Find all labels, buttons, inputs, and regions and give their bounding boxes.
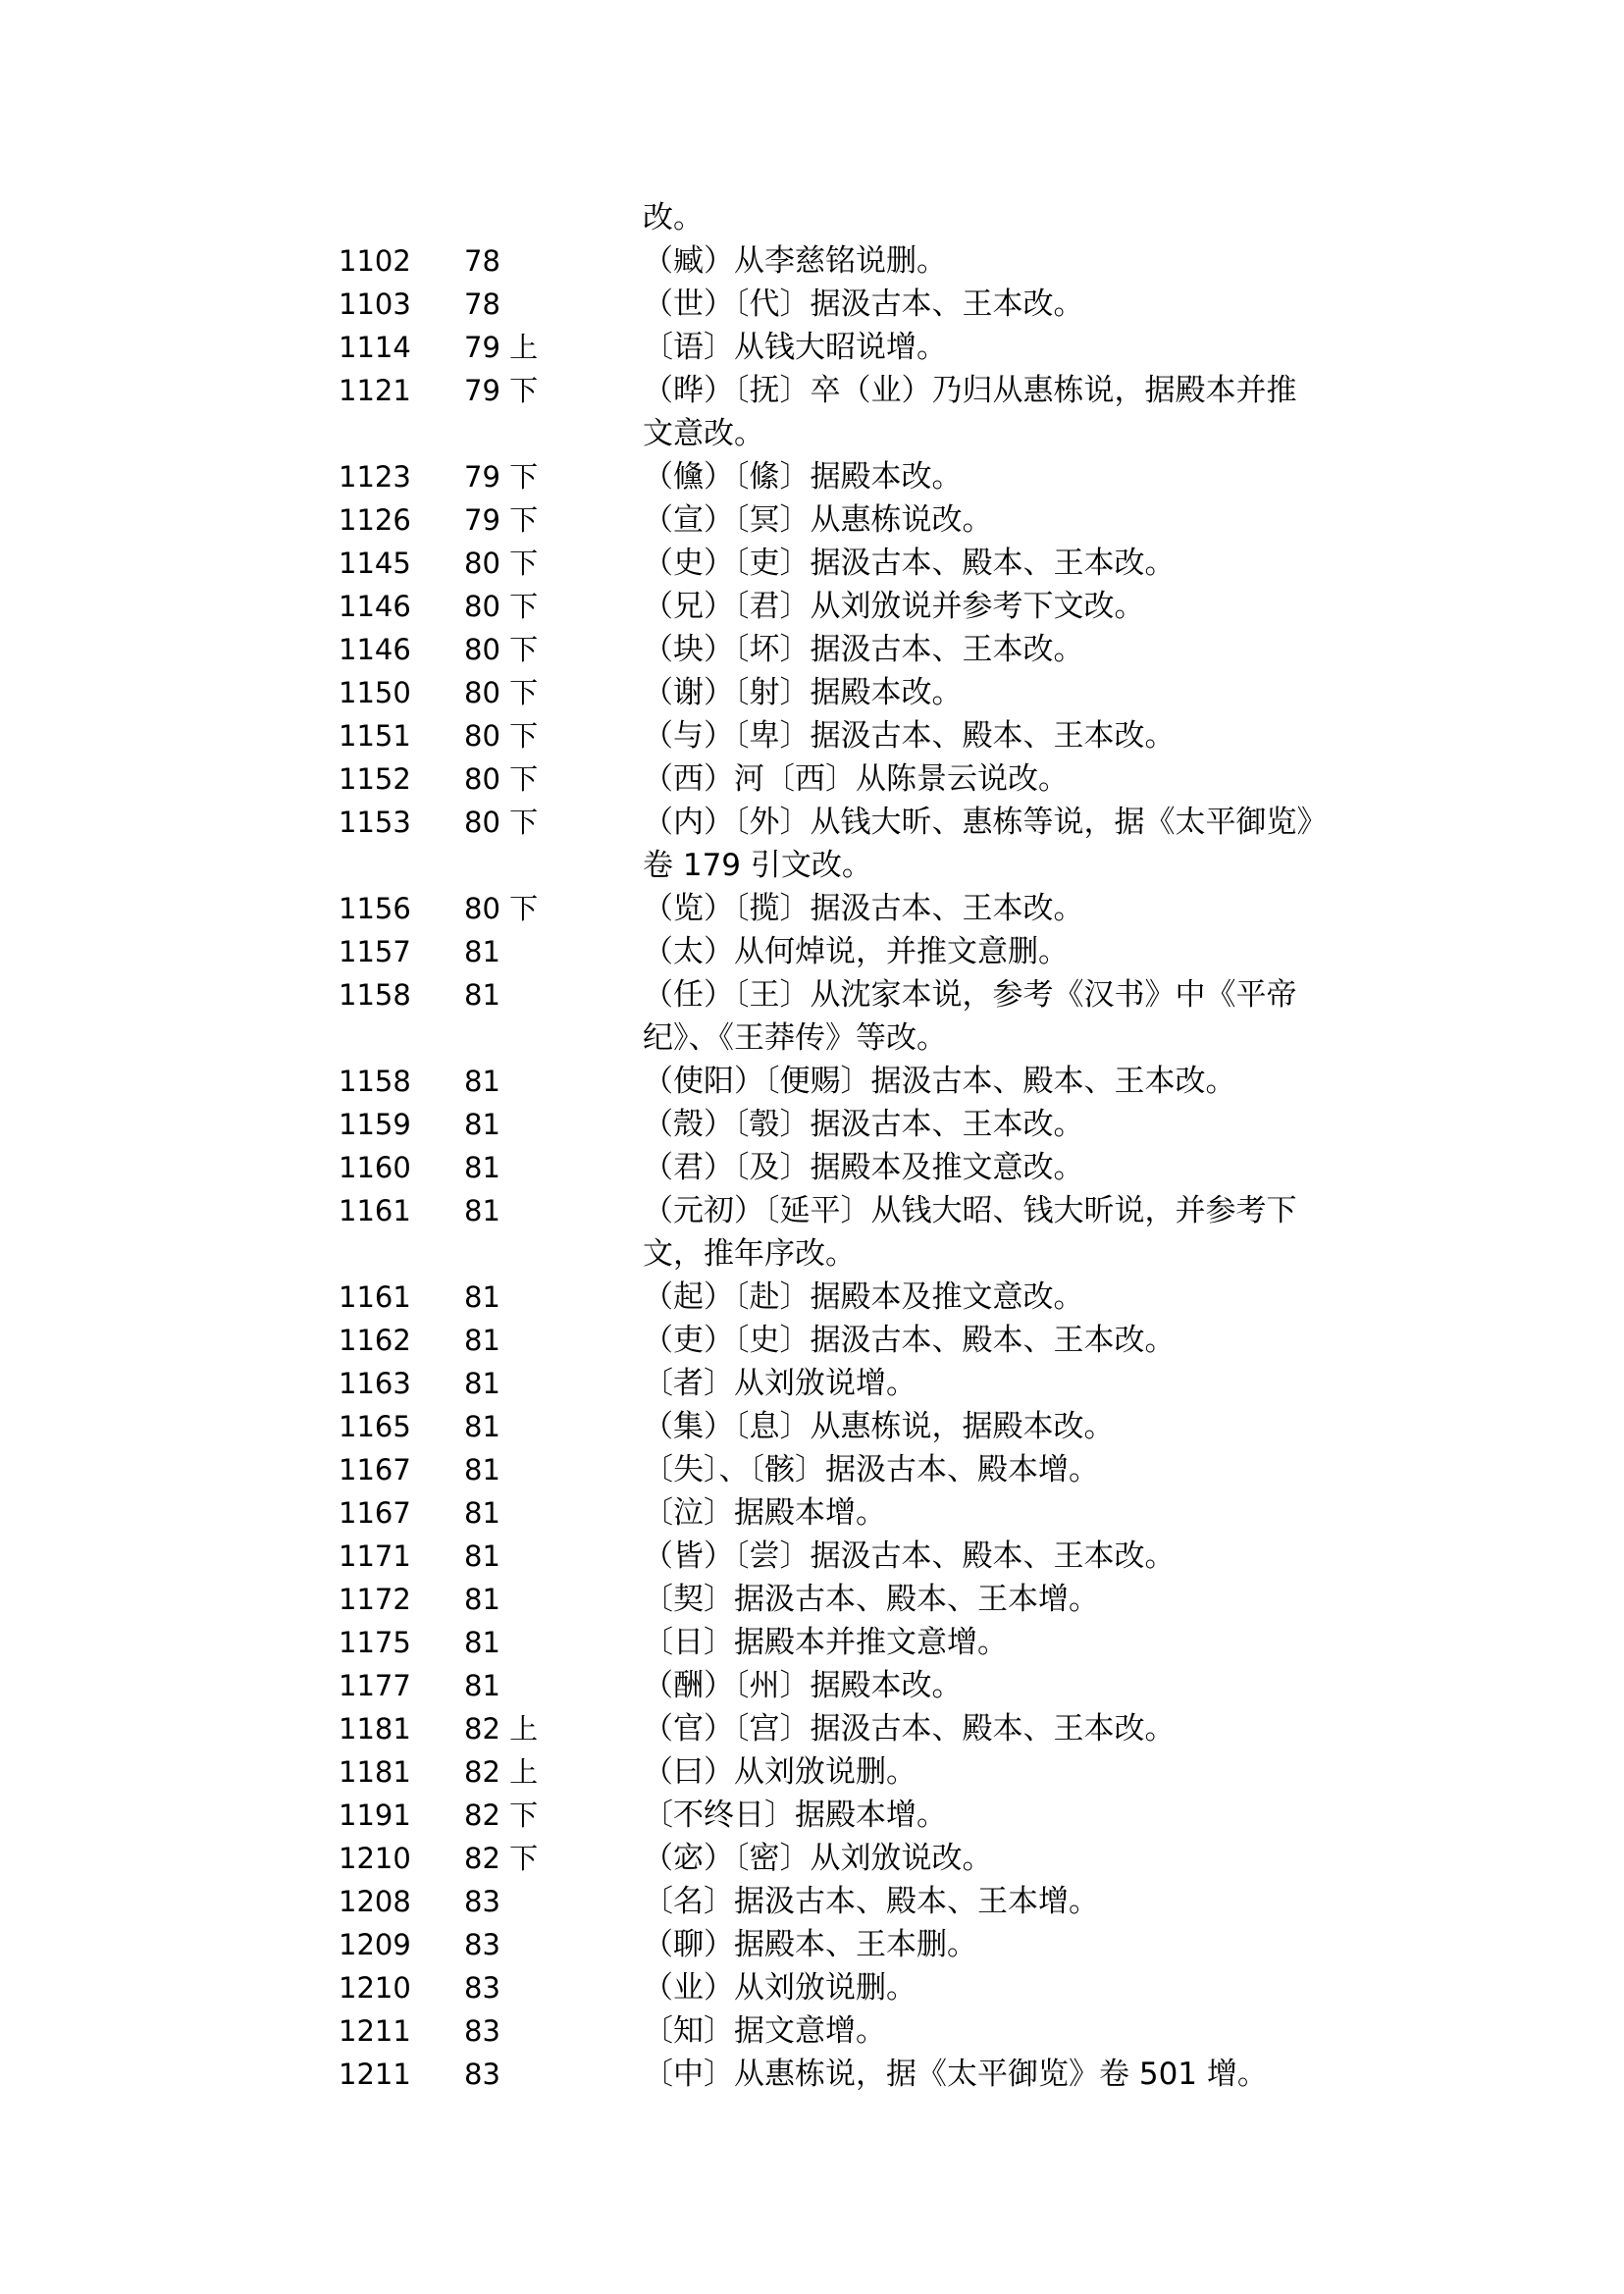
page-number: 1146 — [339, 590, 411, 623]
note-row — [0, 196, 1624, 239]
note-row — [0, 887, 1624, 930]
note-row — [0, 930, 1624, 973]
note-text — [643, 1405, 1364, 1448]
page-number: 1150 — [339, 676, 411, 709]
note-row — [0, 239, 1624, 283]
page-number: 1162 — [339, 1324, 411, 1357]
note-row — [0, 1966, 1624, 2009]
note-text — [643, 714, 1364, 757]
note-row — [0, 628, 1624, 671]
juan-number: 80 下 — [464, 719, 539, 753]
juan-number: 79 上 — [464, 331, 539, 364]
page-number: 1114 — [339, 331, 411, 364]
juan-number: 81 — [464, 1151, 500, 1184]
juan-number: 81 — [464, 1453, 500, 1486]
note-text — [643, 801, 1364, 887]
page-number: 1171 — [339, 1539, 411, 1573]
note-line: （史）〔吏〕据汲古本、殿本、王本改。 — [643, 546, 1176, 581]
juan-number: 80 下 — [464, 633, 539, 666]
note-row — [0, 1146, 1624, 1189]
note-row — [0, 757, 1624, 801]
juan-number: 82 上 — [464, 1755, 539, 1789]
note-line: （晔）〔抚〕卒（业）乃归从惠栋说，据殿本并推 — [643, 373, 1297, 408]
note-row — [0, 1578, 1624, 1621]
page-number: 1103 — [339, 287, 411, 321]
page-number: 1151 — [339, 719, 411, 753]
juan-number: 80 下 — [464, 762, 539, 796]
juan-number: 83 — [464, 1971, 500, 2005]
note-text — [643, 1189, 1364, 1276]
note-text — [643, 283, 1364, 326]
juan-number: 79 下 — [464, 503, 539, 537]
collation-notes-list — [0, 196, 1624, 2096]
note-row — [0, 1319, 1624, 1362]
page-number: 1208 — [339, 1885, 411, 1918]
note-line: 纪》、《王莽传》等改。 — [643, 1020, 947, 1056]
juan-number: 83 — [464, 2014, 500, 2048]
juan-number: 81 — [464, 978, 500, 1012]
juan-number: 81 — [464, 1108, 500, 1141]
page-number: 1102 — [339, 244, 411, 278]
note-text — [643, 1621, 1364, 1664]
page-number: 1158 — [339, 978, 411, 1012]
page-number: 1145 — [339, 547, 411, 580]
page-number: 1211 — [339, 2014, 411, 2048]
page-number: 1159 — [339, 1108, 411, 1141]
juan-number: 81 — [464, 1539, 500, 1573]
note-row — [0, 1794, 1624, 1837]
note-text — [643, 369, 1364, 455]
juan-number: 81 — [464, 1367, 500, 1400]
note-text — [643, 239, 1364, 283]
page-number: 1209 — [339, 1928, 411, 1961]
note-text — [643, 1880, 1364, 1923]
note-text — [643, 326, 1364, 369]
note-row — [0, 1276, 1624, 1319]
note-line: 〔语〕从钱大昭说增。 — [643, 330, 947, 365]
note-line: （宣）〔冥〕从惠栋说改。 — [643, 502, 993, 538]
note-text — [643, 455, 1364, 498]
page-number: 1211 — [339, 2058, 411, 2091]
note-line: 〔中〕从惠栋说，据《太平御览》卷 501 增。 — [643, 2057, 1268, 2092]
note-text — [643, 196, 1364, 239]
note-text — [643, 1448, 1364, 1491]
note-text — [643, 1923, 1364, 1966]
note-row — [0, 1491, 1624, 1535]
juan-number: 81 — [464, 1194, 500, 1227]
note-line: （宓）〔密〕从刘攽说改。 — [643, 1841, 993, 1876]
note-line: 文意改。 — [643, 416, 764, 451]
page-number: 1156 — [339, 892, 411, 925]
note-row — [0, 1880, 1624, 1923]
page-number: 1177 — [339, 1669, 411, 1702]
note-line: 文，推年序改。 — [643, 1236, 856, 1272]
note-line: 〔日〕据殿本并推文意增。 — [643, 1625, 1008, 1660]
note-row — [0, 1837, 1624, 1880]
juan-number: 81 — [464, 1324, 500, 1357]
note-line: 〔不终日〕据殿本增。 — [643, 1798, 947, 1833]
page-number: 1160 — [339, 1151, 411, 1184]
juan-number: 79 下 — [464, 374, 539, 407]
note-text — [643, 1578, 1364, 1621]
note-text — [643, 757, 1364, 801]
page-number: 1123 — [339, 460, 411, 494]
note-line: （块）〔坏〕据汲古本、王本改。 — [643, 632, 1084, 667]
note-line: （聊）据殿本、王本删。 — [643, 1927, 977, 1962]
note-line: 改。 — [643, 200, 704, 235]
note-text — [643, 1319, 1364, 1362]
note-line: （皆）〔尝〕据汲古本、殿本、王本改。 — [643, 1538, 1176, 1574]
note-line: （太）从何焯说，并推文意删。 — [643, 934, 1069, 969]
juan-number: 82 下 — [464, 1799, 539, 1832]
juan-number: 80 下 — [464, 806, 539, 839]
juan-number: 81 — [464, 1626, 500, 1659]
juan-number: 78 — [464, 244, 500, 278]
note-line: 〔名〕据汲古本、殿本、王本增。 — [643, 1884, 1099, 1919]
note-row — [0, 1362, 1624, 1405]
note-text — [643, 498, 1364, 542]
juan-number: 79 下 — [464, 460, 539, 494]
note-line: （儵）〔絛〕据殿本改。 — [643, 459, 963, 495]
note-line: （世）〔代〕据汲古本、王本改。 — [643, 287, 1084, 322]
page-number: 1158 — [339, 1065, 411, 1098]
note-row — [0, 585, 1624, 628]
note-line: （集）〔息〕从惠栋说，据殿本改。 — [643, 1409, 1115, 1444]
note-line: （吏）〔史〕据汲古本、殿本、王本改。 — [643, 1323, 1176, 1358]
juan-number: 80 下 — [464, 892, 539, 925]
note-text — [643, 1837, 1364, 1880]
page-number: 1181 — [339, 1712, 411, 1746]
note-row — [0, 1189, 1624, 1276]
note-line: 〔泣〕据殿本增。 — [643, 1495, 886, 1531]
note-line: （西）河〔西〕从陈景云说改。 — [643, 761, 1069, 797]
page-number: 1167 — [339, 1453, 411, 1486]
juan-number: 83 — [464, 1885, 500, 1918]
note-text — [643, 1750, 1364, 1794]
note-line: （内）〔外〕从钱大昕、惠栋等说，据《太平御览》 — [643, 805, 1328, 840]
note-line: （君）〔及〕据殿本及推文意改。 — [643, 1150, 1084, 1185]
note-line: （殼）〔彀〕据汲古本、王本改。 — [643, 1107, 1084, 1142]
juan-number: 81 — [464, 1583, 500, 1616]
note-line: （起）〔赴〕据殿本及推文意改。 — [643, 1279, 1084, 1315]
note-text — [643, 887, 1364, 930]
note-text — [643, 1146, 1364, 1189]
note-row — [0, 455, 1624, 498]
note-row — [0, 1707, 1624, 1750]
note-text — [643, 1966, 1364, 2009]
note-line: （任）〔王〕从沈家本说，参考《汉书》中《平帝 — [643, 977, 1297, 1013]
note-row — [0, 1060, 1624, 1103]
note-row — [0, 283, 1624, 326]
juan-number: 78 — [464, 287, 500, 321]
juan-number: 81 — [464, 1669, 500, 1702]
note-line: （业）从刘攽说删。 — [643, 1970, 917, 2006]
page-number: 1181 — [339, 1755, 411, 1789]
note-row — [0, 1664, 1624, 1707]
note-line: （兄）〔君〕从刘攽说并参考下文改。 — [643, 589, 1145, 624]
note-line: 卷 179 引文改。 — [643, 848, 872, 883]
page-number: 1165 — [339, 1410, 411, 1443]
note-row — [0, 1923, 1624, 1966]
note-row — [0, 1103, 1624, 1146]
note-row — [0, 1621, 1624, 1664]
page-number: 1210 — [339, 1971, 411, 2005]
note-line: （元初）〔延平〕从钱大昭、钱大昕说，并参考下 — [643, 1193, 1297, 1228]
note-line: 〔失〕、〔骸〕据汲古本、殿本增。 — [643, 1452, 1099, 1487]
note-row — [0, 1405, 1624, 1448]
note-line: 〔契〕据汲古本、殿本、王本增。 — [643, 1582, 1099, 1617]
note-text — [643, 628, 1364, 671]
note-row — [0, 2053, 1624, 2096]
note-row — [0, 326, 1624, 369]
juan-number: 80 下 — [464, 676, 539, 709]
note-text — [643, 1535, 1364, 1578]
note-row — [0, 1535, 1624, 1578]
note-row — [0, 671, 1624, 714]
note-text — [643, 671, 1364, 714]
page-number: 1146 — [339, 633, 411, 666]
note-text — [643, 1491, 1364, 1535]
note-text — [643, 1060, 1364, 1103]
juan-number: 81 — [464, 1410, 500, 1443]
note-line: （览）〔揽〕据汲古本、王本改。 — [643, 891, 1084, 926]
note-text — [643, 1103, 1364, 1146]
page-number: 1157 — [339, 935, 411, 968]
juan-number: 82 上 — [464, 1712, 539, 1746]
note-row — [0, 498, 1624, 542]
note-line: 〔者〕从刘攽说增。 — [643, 1366, 917, 1401]
page-number: 1152 — [339, 762, 411, 796]
note-text — [643, 1362, 1364, 1405]
note-text — [643, 585, 1364, 628]
note-line: （使阳）〔便赐〕据汲古本、殿本、王本改。 — [643, 1064, 1236, 1099]
note-row — [0, 1750, 1624, 1794]
page-number: 1163 — [339, 1367, 411, 1400]
juan-number: 83 — [464, 2058, 500, 2091]
note-row — [0, 973, 1624, 1060]
page-number: 1167 — [339, 1496, 411, 1530]
page-number: 1161 — [339, 1280, 411, 1314]
juan-number: 83 — [464, 1928, 500, 1961]
note-text — [643, 973, 1364, 1060]
page-number: 1191 — [339, 1799, 411, 1832]
page-number: 1121 — [339, 374, 411, 407]
note-text — [643, 2009, 1364, 2053]
page-number: 1210 — [339, 1842, 411, 1875]
note-text — [643, 542, 1364, 585]
page-number: 1126 — [339, 503, 411, 537]
note-row — [0, 801, 1624, 887]
juan-number: 80 下 — [464, 547, 539, 580]
note-text — [643, 1794, 1364, 1837]
note-line: 〔知〕据文意增。 — [643, 2013, 886, 2049]
note-text — [643, 1707, 1364, 1750]
note-row — [0, 2009, 1624, 2053]
note-row — [0, 714, 1624, 757]
note-text — [643, 1276, 1364, 1319]
note-text — [643, 930, 1364, 973]
note-line: （谢）〔射〕据殿本改。 — [643, 675, 963, 710]
note-row — [0, 1448, 1624, 1491]
juan-number: 81 — [464, 935, 500, 968]
juan-number: 81 — [464, 1280, 500, 1314]
note-line: （与）〔卑〕据汲古本、殿本、王本改。 — [643, 718, 1176, 754]
note-line: （酬）〔州〕据殿本改。 — [643, 1668, 963, 1703]
note-text — [643, 2053, 1364, 2096]
note-row — [0, 542, 1624, 585]
note-line: （官）〔宫〕据汲古本、殿本、王本改。 — [643, 1711, 1176, 1747]
juan-number: 81 — [464, 1065, 500, 1098]
note-text — [643, 1664, 1364, 1707]
note-line: （曰）从刘攽说删。 — [643, 1754, 917, 1790]
note-row — [0, 369, 1624, 455]
page-number: 1153 — [339, 806, 411, 839]
juan-number: 81 — [464, 1496, 500, 1530]
page-number: 1175 — [339, 1626, 411, 1659]
juan-number: 80 下 — [464, 590, 539, 623]
page-number: 1172 — [339, 1583, 411, 1616]
page-number: 1161 — [339, 1194, 411, 1227]
note-line: （臧）从李慈铭说删。 — [643, 243, 947, 279]
juan-number: 82 下 — [464, 1842, 539, 1875]
